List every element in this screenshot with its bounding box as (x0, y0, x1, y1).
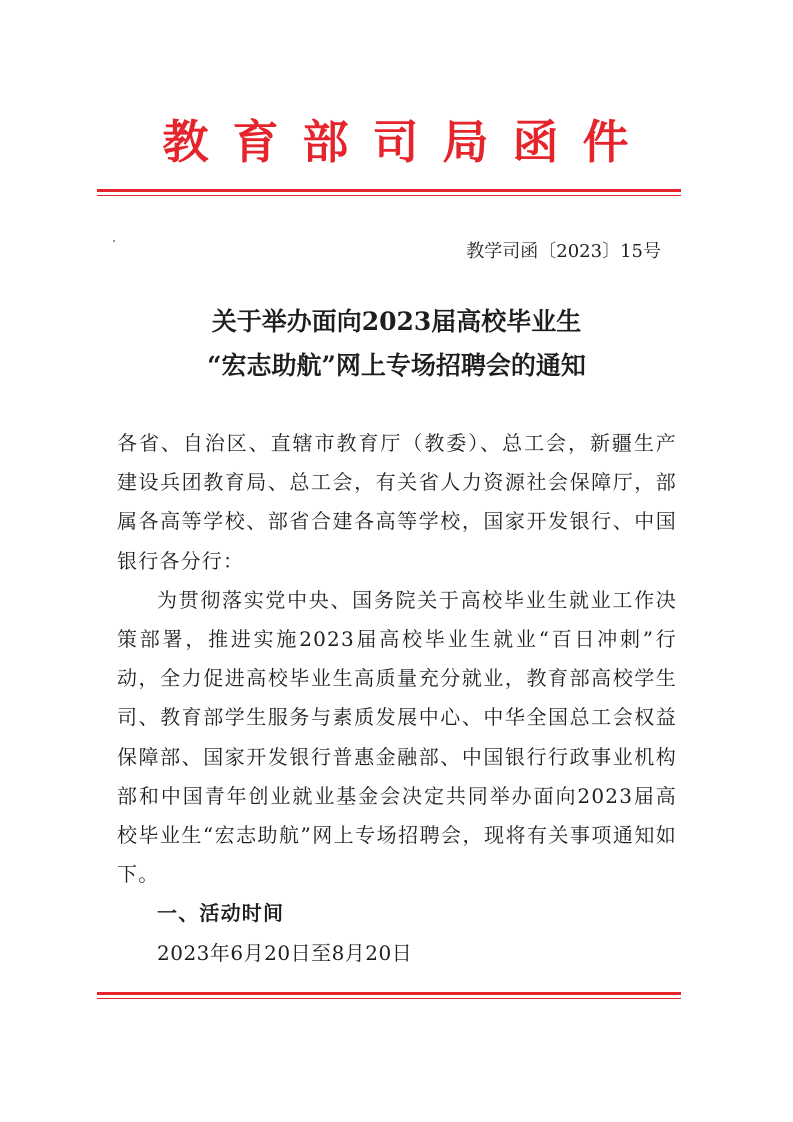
masthead-divider (97, 189, 681, 196)
section-1-content: 2023年6月20日至8月20日 (157, 940, 413, 965)
section-1-heading: 一、活动时间 (157, 901, 285, 926)
document-number: 教学司函〔2023〕15号 (466, 241, 661, 262)
document-title-line-1: 关于举办面向2023届高校毕业生 (211, 307, 582, 336)
divider-thin-line (97, 195, 681, 196)
document-body (117, 424, 677, 973)
footer-divider (97, 992, 681, 999)
divider-thick-line (97, 189, 681, 192)
footer-thin-line (97, 998, 681, 999)
masthead: 教育部司局函件 (162, 115, 653, 169)
recipients-paragraph: 各省、自治区、直辖市教育厅（教委）、总工会，新疆生产建设兵团教育局、总工会，有关省人力资源社会保障厅，部属各高等学校、部省合建各高等学校，国家开发银行、中国银行各分行： (117, 431, 677, 573)
scan-speck (113, 240, 115, 242)
document-title-line-2: “宏志助航”网上专场招聘会的通知 (207, 351, 586, 380)
footer-thick-line (97, 992, 681, 995)
intro-paragraph: 为贯彻落实党中央、国务院关于高校毕业生就业工作决策部署，推进实施2023届高校毕业生就业“百日冲刺”行动，全力促进高校毕业生高质量充分就业，教育部高校学生司、教育部学生服务与素质发展中心、中华全国总工会权益保障部、国家开发银行普惠金融部、中国银行行政事业机构部和中国青年创业就业基金会决定共同举办面向2023届高校毕业生“宏志助航”网上专场招聘会，现将有关事项通知如下。 (117, 587, 677, 887)
